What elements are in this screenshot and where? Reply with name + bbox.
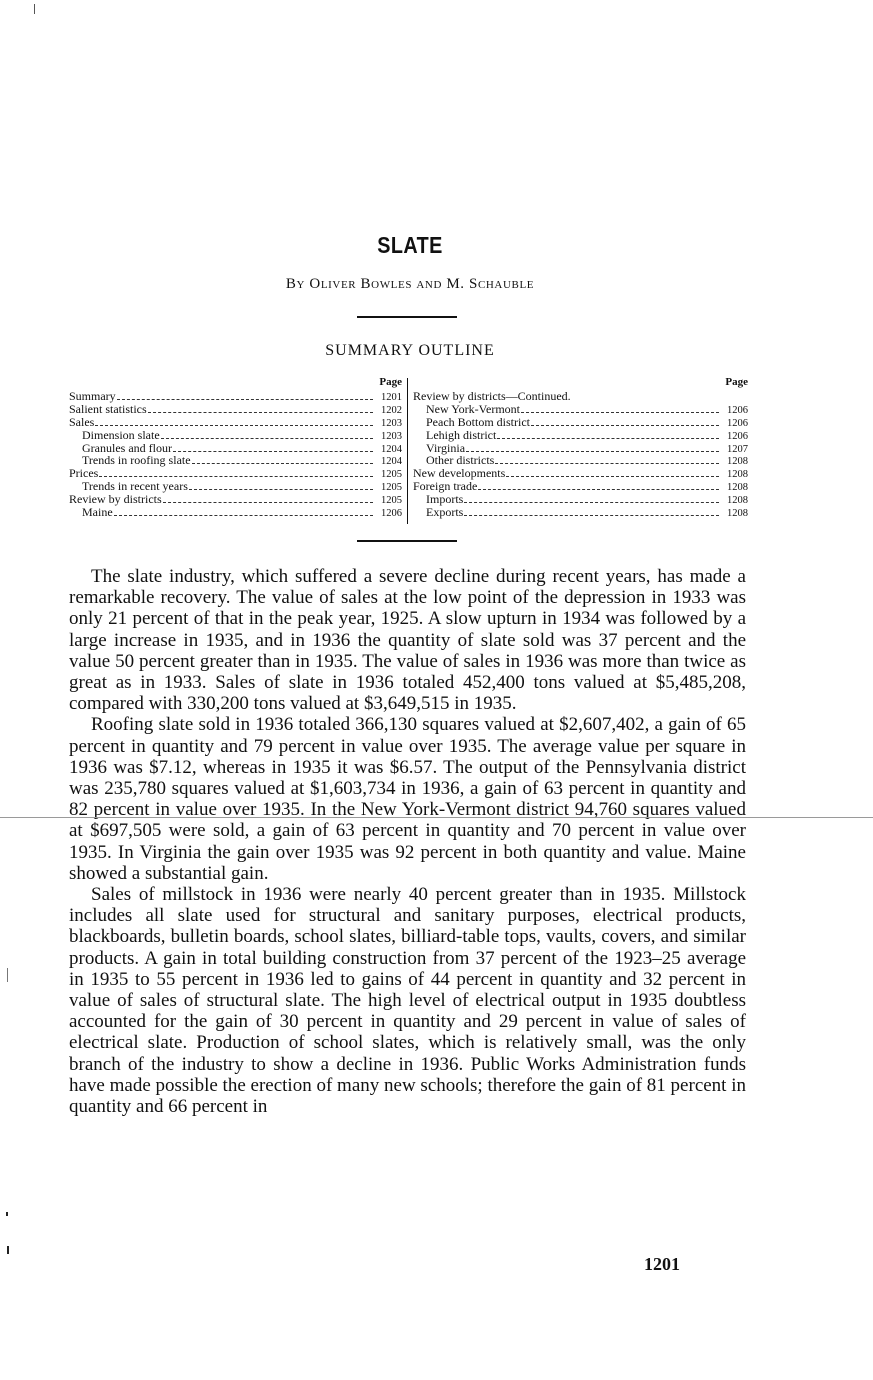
outline-entry — [413, 416, 748, 429]
outline-entry-page: 1205 — [381, 469, 402, 481]
outline-entry-page: 1206 — [381, 508, 402, 520]
outline-entry-page: 1206 — [727, 404, 748, 416]
outline-entry-page: 1208 — [727, 495, 748, 507]
outline-dot-leader — [495, 463, 719, 464]
outline-entry — [413, 493, 748, 506]
outline-entry-label: Prices — [69, 466, 99, 481]
outline-dot-leader — [531, 425, 719, 426]
outline-dot-leader — [95, 425, 373, 426]
outline-column-divider — [407, 378, 408, 524]
outline-dot-leader — [464, 515, 719, 516]
outline-dot-leader — [173, 451, 373, 452]
outline-entry — [69, 493, 402, 506]
outline-entry-label: Sales — [69, 414, 95, 429]
outline-dot-leader — [189, 489, 373, 490]
outline-entry-page: 1205 — [381, 482, 402, 494]
outline-entry — [69, 390, 402, 403]
outline-entry-page: 1206 — [727, 430, 748, 442]
outline-dot-leader — [148, 412, 373, 413]
outline-dot-leader — [163, 502, 373, 503]
outline-entry-label: Review by districts—Continued. — [413, 389, 571, 403]
outline-entry — [69, 403, 402, 416]
body-text — [69, 566, 746, 1117]
outline-dot-leader — [521, 412, 719, 413]
page-title: SLATE — [377, 232, 443, 258]
outline-entry — [69, 416, 402, 429]
outline-entry-label: Peach Bottom district — [426, 414, 530, 429]
outline-entry-label: New developments — [413, 466, 506, 481]
outline-entry — [413, 506, 748, 519]
outline-entry-label: Lehigh district — [426, 427, 497, 442]
outline-entry-page: 1204 — [381, 456, 402, 468]
paragraph: Roofing slate sold in 1936 totaled 366,130 squares valued at $2,607,402, a gain of 65 percent in quantity and 79 percent in value over 1935. The average value per square in 1936 was $7.12, whereas in 1935 it was $6.57. The output of the Pennsylvania district was 235,780 squares valued at $1,603,734 in 1936, a gain of 63 percent in quantity and 82 percent in value over 1935. In the New York-Vermont district 94,760 squares valued at $697,505 were sold, a gain of 63 percent in quantity and 70 percent in value over 1935. In Virginia the gain over 1935 was 92 percent in both quantity and value. Maine showed a substantial gain. — [69, 714, 746, 884]
outline-dot-leader — [192, 463, 373, 464]
author-byline — [0, 276, 820, 293]
outline-entry — [413, 390, 748, 403]
outline-dot-leader — [506, 476, 719, 477]
scan-speck — [6, 1212, 8, 1216]
scan-speck — [34, 4, 35, 14]
outline-dot-leader — [117, 399, 373, 400]
outline-entry-label: Dimension slate — [82, 427, 160, 442]
scan-artifact-line — [0, 817, 873, 818]
outline-entry-label: Imports — [426, 492, 464, 507]
paragraph: Sales of millstock in 1936 were nearly 40 percent greater than in 1935. Millstock includes all slate used for structural and sanitary purposes, electrical products, blackboards, bulletin boards, school slates, billiard-table tops, vaults, covers, and similar products. A gain in total building construction from 37 percent of the 1923–25 average in 1935 to 55 percent in 1936 led to gains of 44 percent in quantity and 32 percent in value of sales of structural slate. The high level of electrical output in 1935 doubtless accounted for the gain of 30 percent in quantity and 29 percent in value of sales of electrical slate. Production of school slates, which is relatively small, was the only branch of the industry to show a decline in 1936. Public Works Administration funds have made possible the erection of many new schools; therefore the gain of 81 percent in quantity and 66 percent in — [69, 884, 746, 1118]
page-number: 1201 — [644, 1254, 680, 1274]
outline-dot-leader — [464, 502, 719, 503]
outline-dot-leader — [466, 451, 719, 452]
outline-entry-label: New York-Vermont — [426, 401, 520, 416]
outline-entry-page: 1206 — [727, 417, 748, 429]
outline-entry-page: 1205 — [381, 495, 402, 507]
outline-entry-page: 1207 — [727, 443, 748, 455]
outline-entry-label: Maine — [82, 505, 113, 520]
outline-right-column — [413, 376, 748, 519]
byline-text: By Oliver Bowles and M. Schauble — [285, 276, 535, 292]
outline-dot-leader — [478, 489, 719, 490]
outline-dot-leader — [161, 438, 373, 439]
outline-entry-page: 1208 — [727, 456, 748, 468]
outline-left-column — [69, 376, 402, 519]
outline-entry-page: 1201 — [381, 392, 402, 403]
outline-entry-label: Review by districts — [69, 492, 162, 507]
outline-page-heading: Page — [379, 376, 402, 388]
outline-entry — [69, 429, 402, 442]
outline-entry-page: 1203 — [381, 430, 402, 442]
paragraph: The slate industry, which suffered a severe decline during recent years, has made a remarkable recovery. The value of sales at the low point of the depression in 1933 was only 21 percent of that in the peak year, 1925. A slow upturn in 1934 was followed by a large increase in 1935, and in 1936 the quantity of slate sold was 37 percent and the value 50 percent greater than in 1935. The value of sales in 1936 was more than twice as great as in 1933. Sales of slate in 1936 totaled 452,400 tons valued at $5,485,208, compared with 330,200 tons valued at $3,649,515 in 1935. — [69, 566, 746, 715]
scan-speck — [7, 1246, 9, 1254]
outline-end-rule — [357, 540, 457, 542]
outline-entry-label: Summary — [69, 389, 116, 403]
outline-entry — [69, 506, 402, 519]
outline-entry-label: Salient statistics — [69, 401, 147, 416]
outline-entry-page: 1208 — [727, 469, 748, 481]
outline-entry-label: Trends in recent years — [82, 479, 188, 494]
outline-entry-page: 1203 — [381, 417, 402, 429]
outline-entry-label: Other districts — [426, 453, 495, 468]
outline-page-heading: Page — [725, 376, 748, 388]
scan-speck — [7, 968, 8, 982]
outline-entry-label: Virginia — [426, 440, 466, 455]
outline-entry — [413, 429, 748, 442]
outline-dot-leader — [99, 476, 373, 477]
outline-dot-leader — [114, 515, 373, 516]
outline-entry-label: Granules and flour — [82, 440, 172, 455]
outline-heading: SUMMARY OUTLINE — [325, 342, 495, 359]
outline-entry-label: Foreign trade — [413, 479, 478, 494]
outline-entry-label: Exports — [426, 505, 464, 520]
outline-dot-leader — [497, 438, 719, 439]
title-rule — [357, 316, 457, 318]
outline-entry — [413, 403, 748, 416]
outline-entry-page: 1204 — [381, 443, 402, 455]
outline-entry — [69, 454, 402, 467]
outline-entry-label: Trends in roofing slate — [82, 453, 191, 468]
outline-entry-page: 1208 — [727, 482, 748, 494]
outline-entry-page: 1208 — [727, 508, 748, 520]
outline-entry — [413, 480, 748, 493]
outline-entry-page: 1202 — [381, 404, 402, 416]
